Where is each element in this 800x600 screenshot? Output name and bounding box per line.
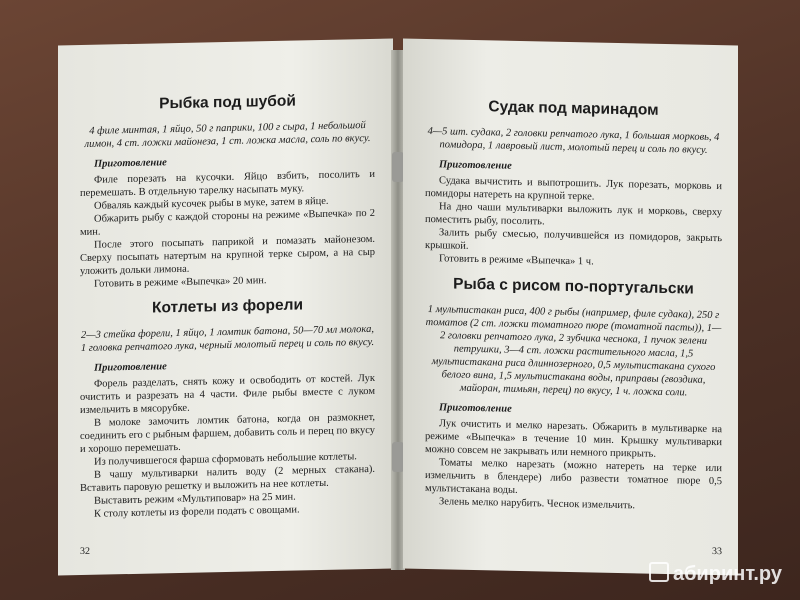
preparation-heading: Приготовление	[439, 159, 512, 172]
recipe-step: К столу котлеты из форели подать с овощами.	[94, 504, 300, 520]
recipe-ingredients: 1 мультистакан риса, 400 г рыбы (например, филе судака), 250 г томатов (2 ст. ложки томатного пюре (томатной пасты)), 1—2 головки репчатого лука, 2 зубчика чеснока, 1 пучок зелени петрушки, 3—4 ст. ложки растительного масла, 1,5 мультистакана риса длиннозерного, 0,5 мультистакана сухого белого вина, 1,5 мультистакана воды, приправы (гвоздика, майоран, тимьян, перец) по вкусу, 1 ч. ложка соли.	[425, 304, 722, 399]
page-number: 33	[712, 545, 722, 558]
preparation-heading: Приготовление	[439, 402, 512, 415]
recipe-step: В молоке замочить ломтик батона, когда он размокнет, соединить его с рыбным фаршем, добавить соль и перец по вкусу и хорошо перемешать.	[80, 411, 375, 456]
recipe-ingredients: 4 филе минтая, 1 яйцо, 50 г паприки, 100 г сыра, 1 небольшой лимон, 4 ст. ложки майонеза, 1 ст. ложка масла, соль по вкусу.	[84, 120, 371, 150]
recipe-step: Филе порезать на кусочки. Яйцо взбить, посолить и перемешать. В отдельную тарелку насыпать муку.	[80, 168, 375, 200]
left-page	[58, 38, 393, 575]
recipe-ingredients: 4—5 шт. судака, 2 головки репчатого лука, 1 большая морковь, 4 помидора, 1 лавровый лист, молотый перец и соль по вкусу.	[427, 126, 720, 156]
open-book	[58, 42, 738, 572]
recipe-title: Судак под маринадом	[488, 98, 659, 119]
recipe-step: После этого посыпать паприкой и помазать майонезом. Сверху посыпать натертым на крупной терке сыром, а на сыр уложить дольки лимона.	[80, 233, 375, 278]
recipe-ingredients: 2—3 стейка форели, 1 яйцо, 1 ломтик батона, 50—70 мл молока, 1 головка репчатого лука, черный молотый перец и соль по вкусу.	[80, 323, 375, 355]
recipe-title: Рыбка под шубой	[159, 92, 296, 113]
recipe-step: Обжарить рыбу с каждой стороны на режиме «Выпечка» по 2 мин.	[80, 207, 375, 239]
page-number: 32	[80, 545, 90, 558]
preparation-heading: Приготовление	[94, 361, 167, 374]
watermark	[649, 562, 782, 586]
recipe-step: Готовить в режиме «Выпечка» 1 ч.	[439, 253, 594, 268]
right-page	[403, 38, 738, 575]
recipe-step: Выставить режим «Мультиповар» на 25 мин.	[94, 491, 296, 507]
recipe-title: Рыба с рисом по-португальски	[453, 275, 694, 298]
recipe-step: Из получившегося фарша сформовать небольшие котлеты.	[94, 451, 357, 468]
recipe-step: Готовить в режиме «Выпечка» 20 мин.	[94, 275, 267, 290]
recipe-step: В чашу мультиварки налить воду (2 мерных стакана). Вставить паровую решетку и выложить на нее котлеты.	[80, 463, 375, 495]
recipe-step: Лук очистить и мелко нарезать. Обжарить в мультиварке на режиме «Выпечка» в течение 10 мин. Крышку мультиварки можно совсем не закрывать или немного прикрыть.	[425, 418, 722, 460]
recipe-step: Обваляь каждый кусочек рыбы в муке, затем в яйце.	[94, 195, 329, 212]
recipe-step: Судака вычистить и выпотрошить. Лук порезать, морковь и помидоры натереть на крупной терке.	[425, 175, 722, 203]
watermark-text: абиринт.ру	[672, 563, 782, 585]
recipe-title: Котлеты из форели	[152, 296, 303, 317]
preparation-heading: Приготовление	[94, 157, 167, 170]
labirint-logo-icon	[649, 562, 669, 582]
recipe-step: Залить рыбу смесью, получившейся из помидоров, закрыть крышкой.	[425, 227, 722, 252]
recipe-step: На дно чаши мультиварки выложить лук и морковь, сверху поместить рыбу, посолить.	[425, 201, 722, 228]
recipe-step: Томаты мелко нарезать (можно натереть на терке или измельчить в блендере) либо развести томатное пюре 0,5 мультистакана воды.	[425, 457, 722, 496]
recipe-step: Форель разделать, снять кожу и освободить от костей. Лук очистить и разрезать на 4 части. Филе рыбы вместе с луком измельчить в мясорубке.	[80, 372, 375, 417]
recipe-step: Зелень мелко нарубить. Чеснок измельчить.	[439, 496, 635, 512]
